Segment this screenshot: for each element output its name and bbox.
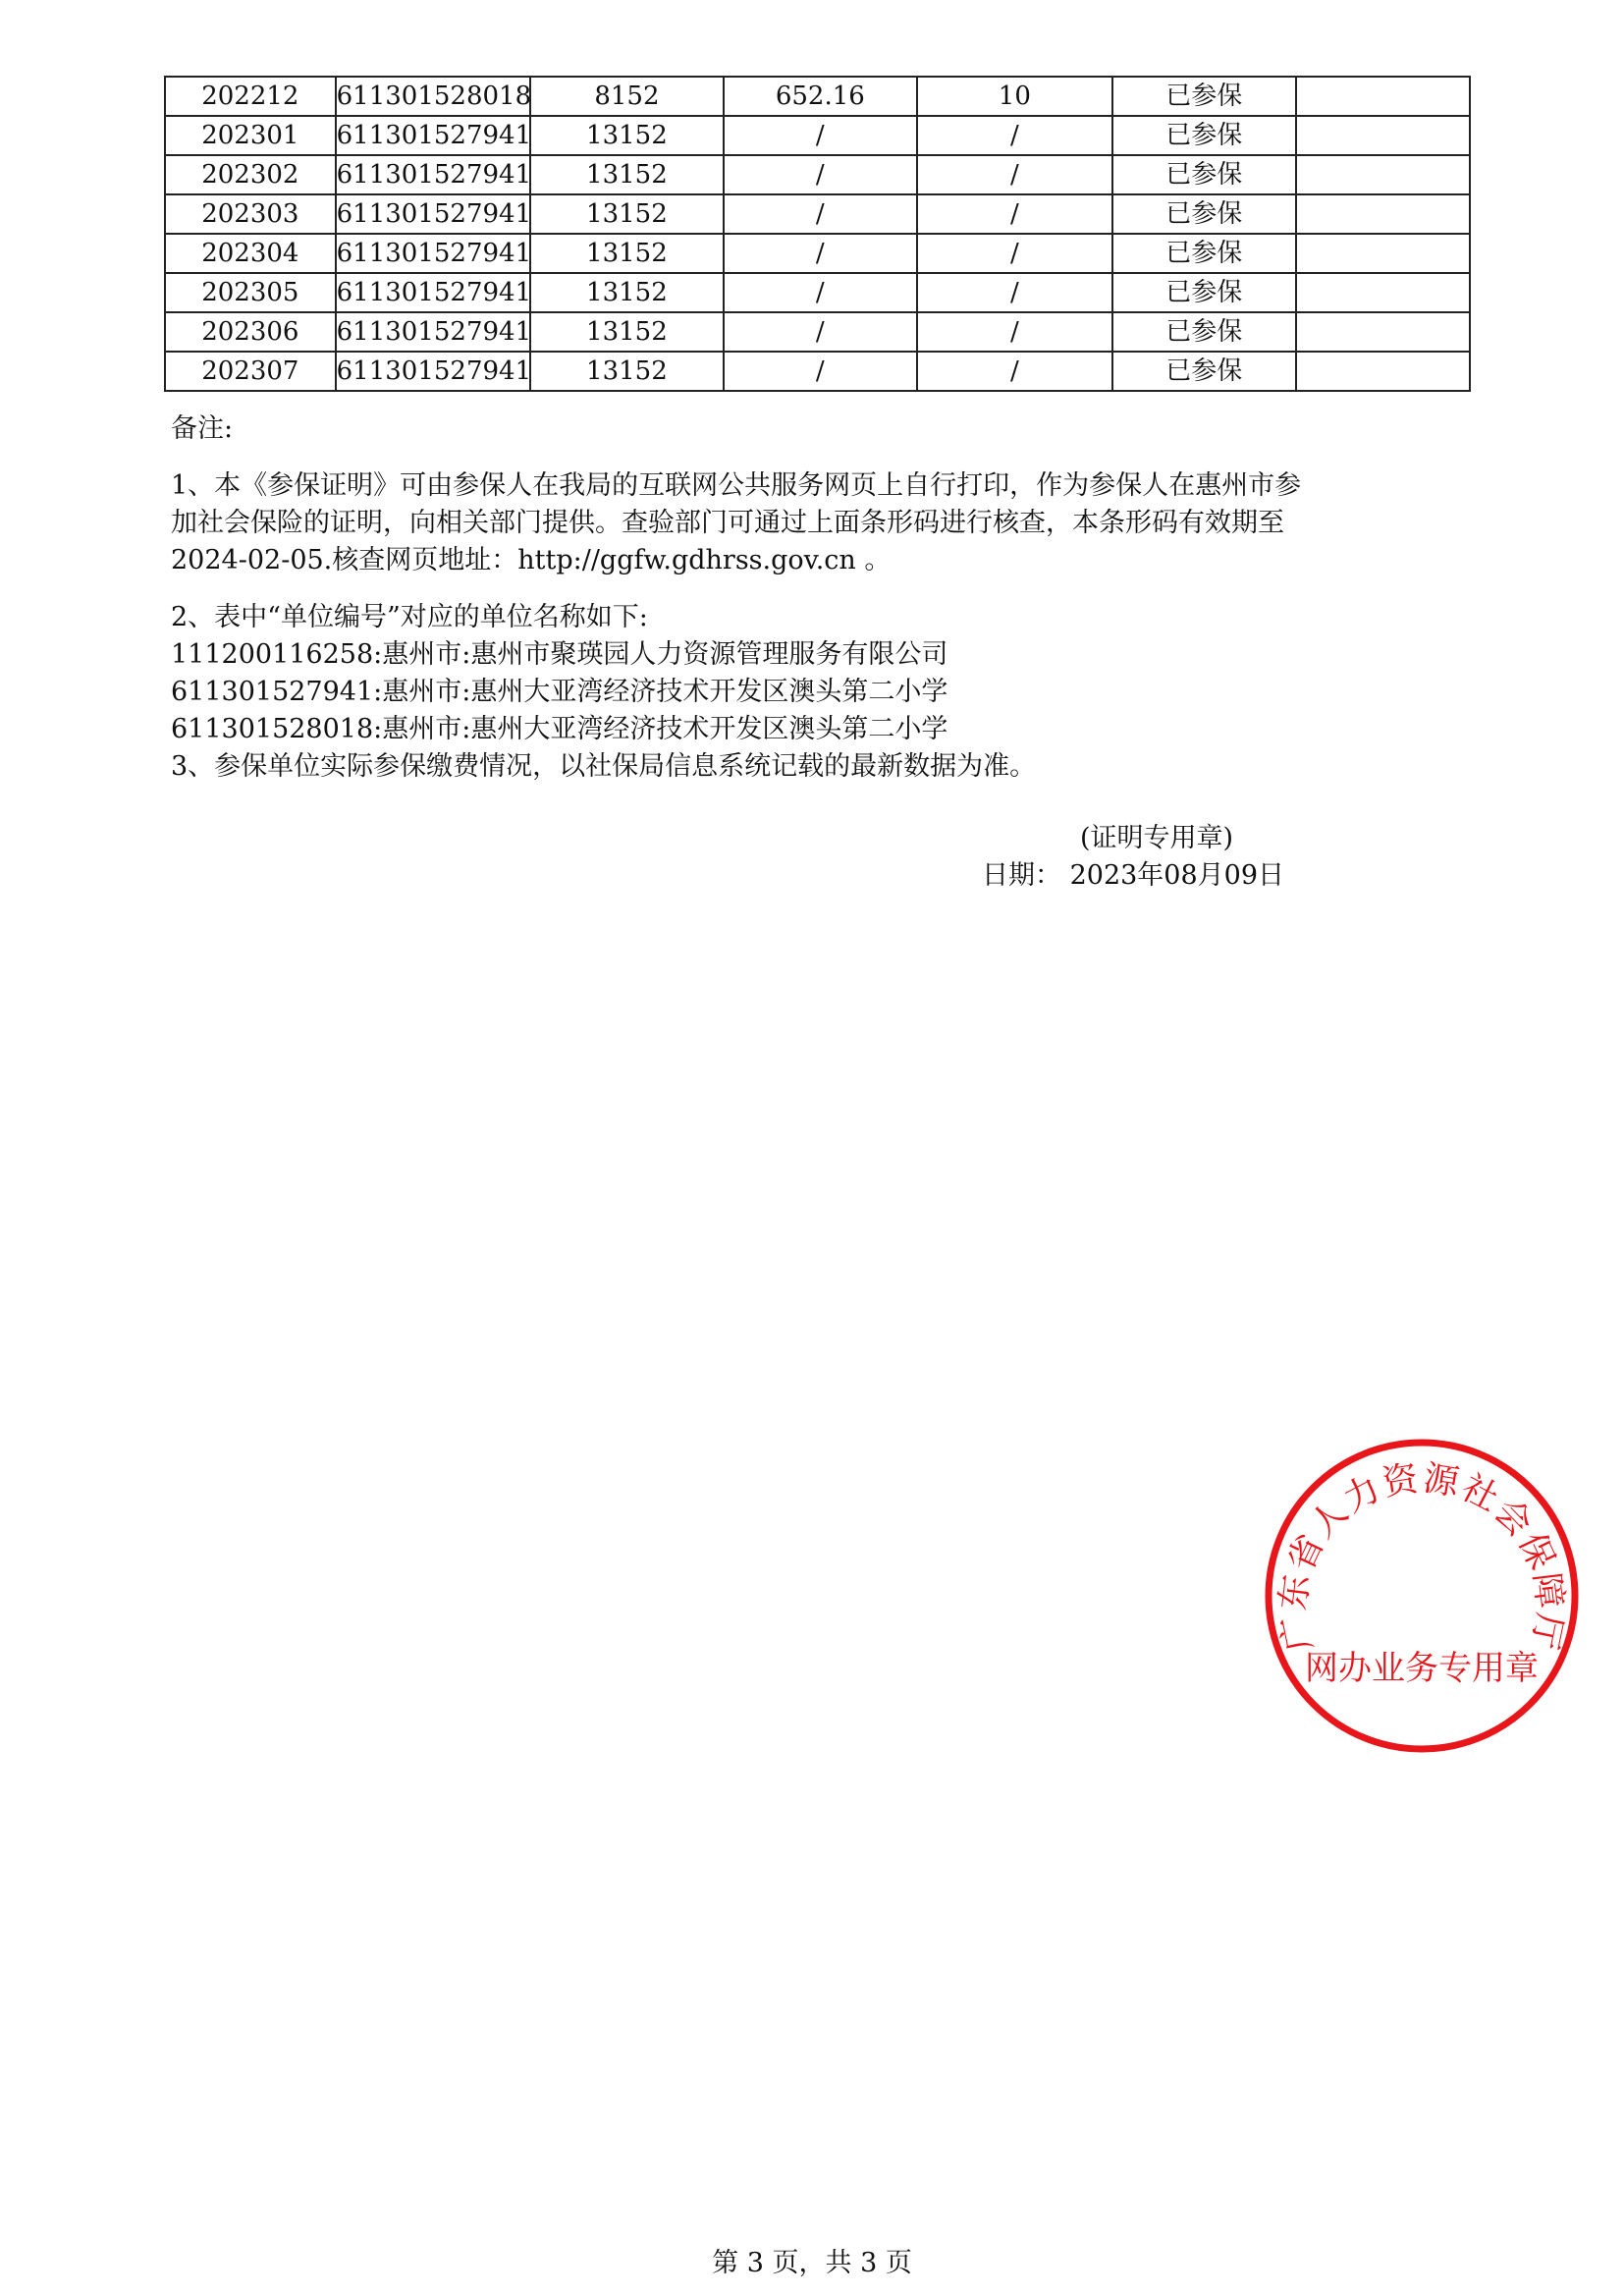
table-cell: / — [724, 312, 917, 352]
record-table-body — [165, 77, 1470, 391]
table-cell: 已参保 — [1112, 273, 1296, 312]
table-cell: 8152 — [530, 77, 723, 116]
table-cell: 13152 — [530, 194, 723, 234]
seal-arc-text: 广东省人力资源社会保障厅 — [1272, 1457, 1571, 1655]
table-row — [165, 116, 1470, 155]
table-cell: 202303 — [165, 194, 336, 234]
table-cell: 611301527941 — [336, 352, 531, 391]
table-cell: / — [917, 273, 1112, 312]
table-cell: 13152 — [530, 312, 723, 352]
table-cell: 202305 — [165, 273, 336, 312]
table-row — [165, 77, 1470, 116]
table-cell: 652.16 — [724, 77, 917, 116]
table-cell — [1296, 155, 1470, 194]
table-cell: 611301527941 — [336, 116, 531, 155]
table-cell: 已参保 — [1112, 77, 1296, 116]
table-cell: 611301527941 — [336, 273, 531, 312]
table-cell: / — [917, 155, 1112, 194]
table-cell — [1296, 273, 1470, 312]
table-cell: 已参保 — [1112, 116, 1296, 155]
note-1-line-3: 2024-02-05.核查网页地址：http://ggfw.gdhrss.gov.cn 。 — [171, 545, 892, 575]
table-cell: 10 — [917, 77, 1112, 116]
table-cell: 202307 — [165, 352, 336, 391]
table-cell: 13152 — [530, 116, 723, 155]
notes-heading: 备注: — [171, 413, 234, 444]
table-row — [165, 352, 1470, 391]
note-1-line-1: 1、本《参保证明》可由参保人在我局的互联网公共服务网页上自行打印，作为参保人在惠州市参 — [171, 470, 1302, 501]
table-cell: 已参保 — [1112, 234, 1296, 273]
table-cell: 611301527941 — [336, 194, 531, 234]
table-cell: 611301528018 — [336, 77, 531, 116]
insurance-record-table — [164, 76, 1471, 392]
table-cell: 13152 — [530, 352, 723, 391]
table-cell — [1296, 194, 1470, 234]
table-cell: 13152 — [530, 234, 723, 273]
note-1-line-2: 加社会保险的证明，向相关部门提供。查验部门可通过上面条形码进行核查，本条形码有效期至 — [171, 508, 1284, 538]
unit-line: 611301527941:惠州市:惠州大亚湾经济技术开发区澳头第二小学 — [171, 677, 948, 707]
table-cell — [1296, 352, 1470, 391]
issue-date: 日期： 2023年08月09日 — [982, 860, 1285, 891]
table-row — [165, 234, 1470, 273]
table-cell: 已参保 — [1112, 194, 1296, 234]
table-cell: 202306 — [165, 312, 336, 352]
table-cell: / — [724, 352, 917, 391]
table-cell: / — [917, 312, 1112, 352]
table-cell: 202301 — [165, 116, 336, 155]
table-row — [165, 194, 1470, 234]
table-cell — [1296, 234, 1470, 273]
table-cell: / — [724, 194, 917, 234]
page-footer: 第 3 页，共 3 页 — [712, 2248, 912, 2278]
table-cell: 611301527941 — [336, 155, 531, 194]
table-cell: 611301527941 — [336, 234, 531, 273]
table-cell: / — [917, 194, 1112, 234]
table-cell: 已参保 — [1112, 312, 1296, 352]
table-cell — [1296, 116, 1470, 155]
table-cell: 13152 — [530, 273, 723, 312]
table-cell: 13152 — [530, 155, 723, 194]
table-cell: / — [724, 234, 917, 273]
table-row — [165, 155, 1470, 194]
table-cell: 611301527941 — [336, 312, 531, 352]
table-cell: / — [724, 116, 917, 155]
table-cell: 已参保 — [1112, 155, 1296, 194]
stamp-label: (证明专用章) — [1080, 823, 1234, 853]
table-cell: / — [917, 234, 1112, 273]
table-cell — [1296, 77, 1470, 116]
official-seal-icon — [1260, 1434, 1584, 1758]
unit-line: 111200116258:惠州市:惠州市聚瑛园人力资源管理服务有限公司 — [171, 639, 948, 670]
table-row — [165, 312, 1470, 352]
table-cell: / — [917, 116, 1112, 155]
table-cell: 202302 — [165, 155, 336, 194]
table-cell: / — [724, 155, 917, 194]
note-2-title: 2、表中“单位编号”对应的单位名称如下: — [171, 602, 648, 632]
table-cell: 202304 — [165, 234, 336, 273]
table-cell: / — [724, 273, 917, 312]
seal-bottom-text: 网办业务专用章 — [1305, 1649, 1539, 1688]
table-cell: / — [917, 352, 1112, 391]
notes-section — [171, 410, 1477, 786]
unit-line: 611301528018:惠州市:惠州大亚湾经济技术开发区澳头第二小学 — [171, 714, 948, 744]
note-3: 3、参保单位实际参保缴费情况，以社保局信息系统记载的最新数据为准。 — [171, 751, 1037, 782]
table-cell — [1296, 312, 1470, 352]
table-cell: 202212 — [165, 77, 336, 116]
table-row — [165, 273, 1470, 312]
table-cell: 已参保 — [1112, 352, 1296, 391]
